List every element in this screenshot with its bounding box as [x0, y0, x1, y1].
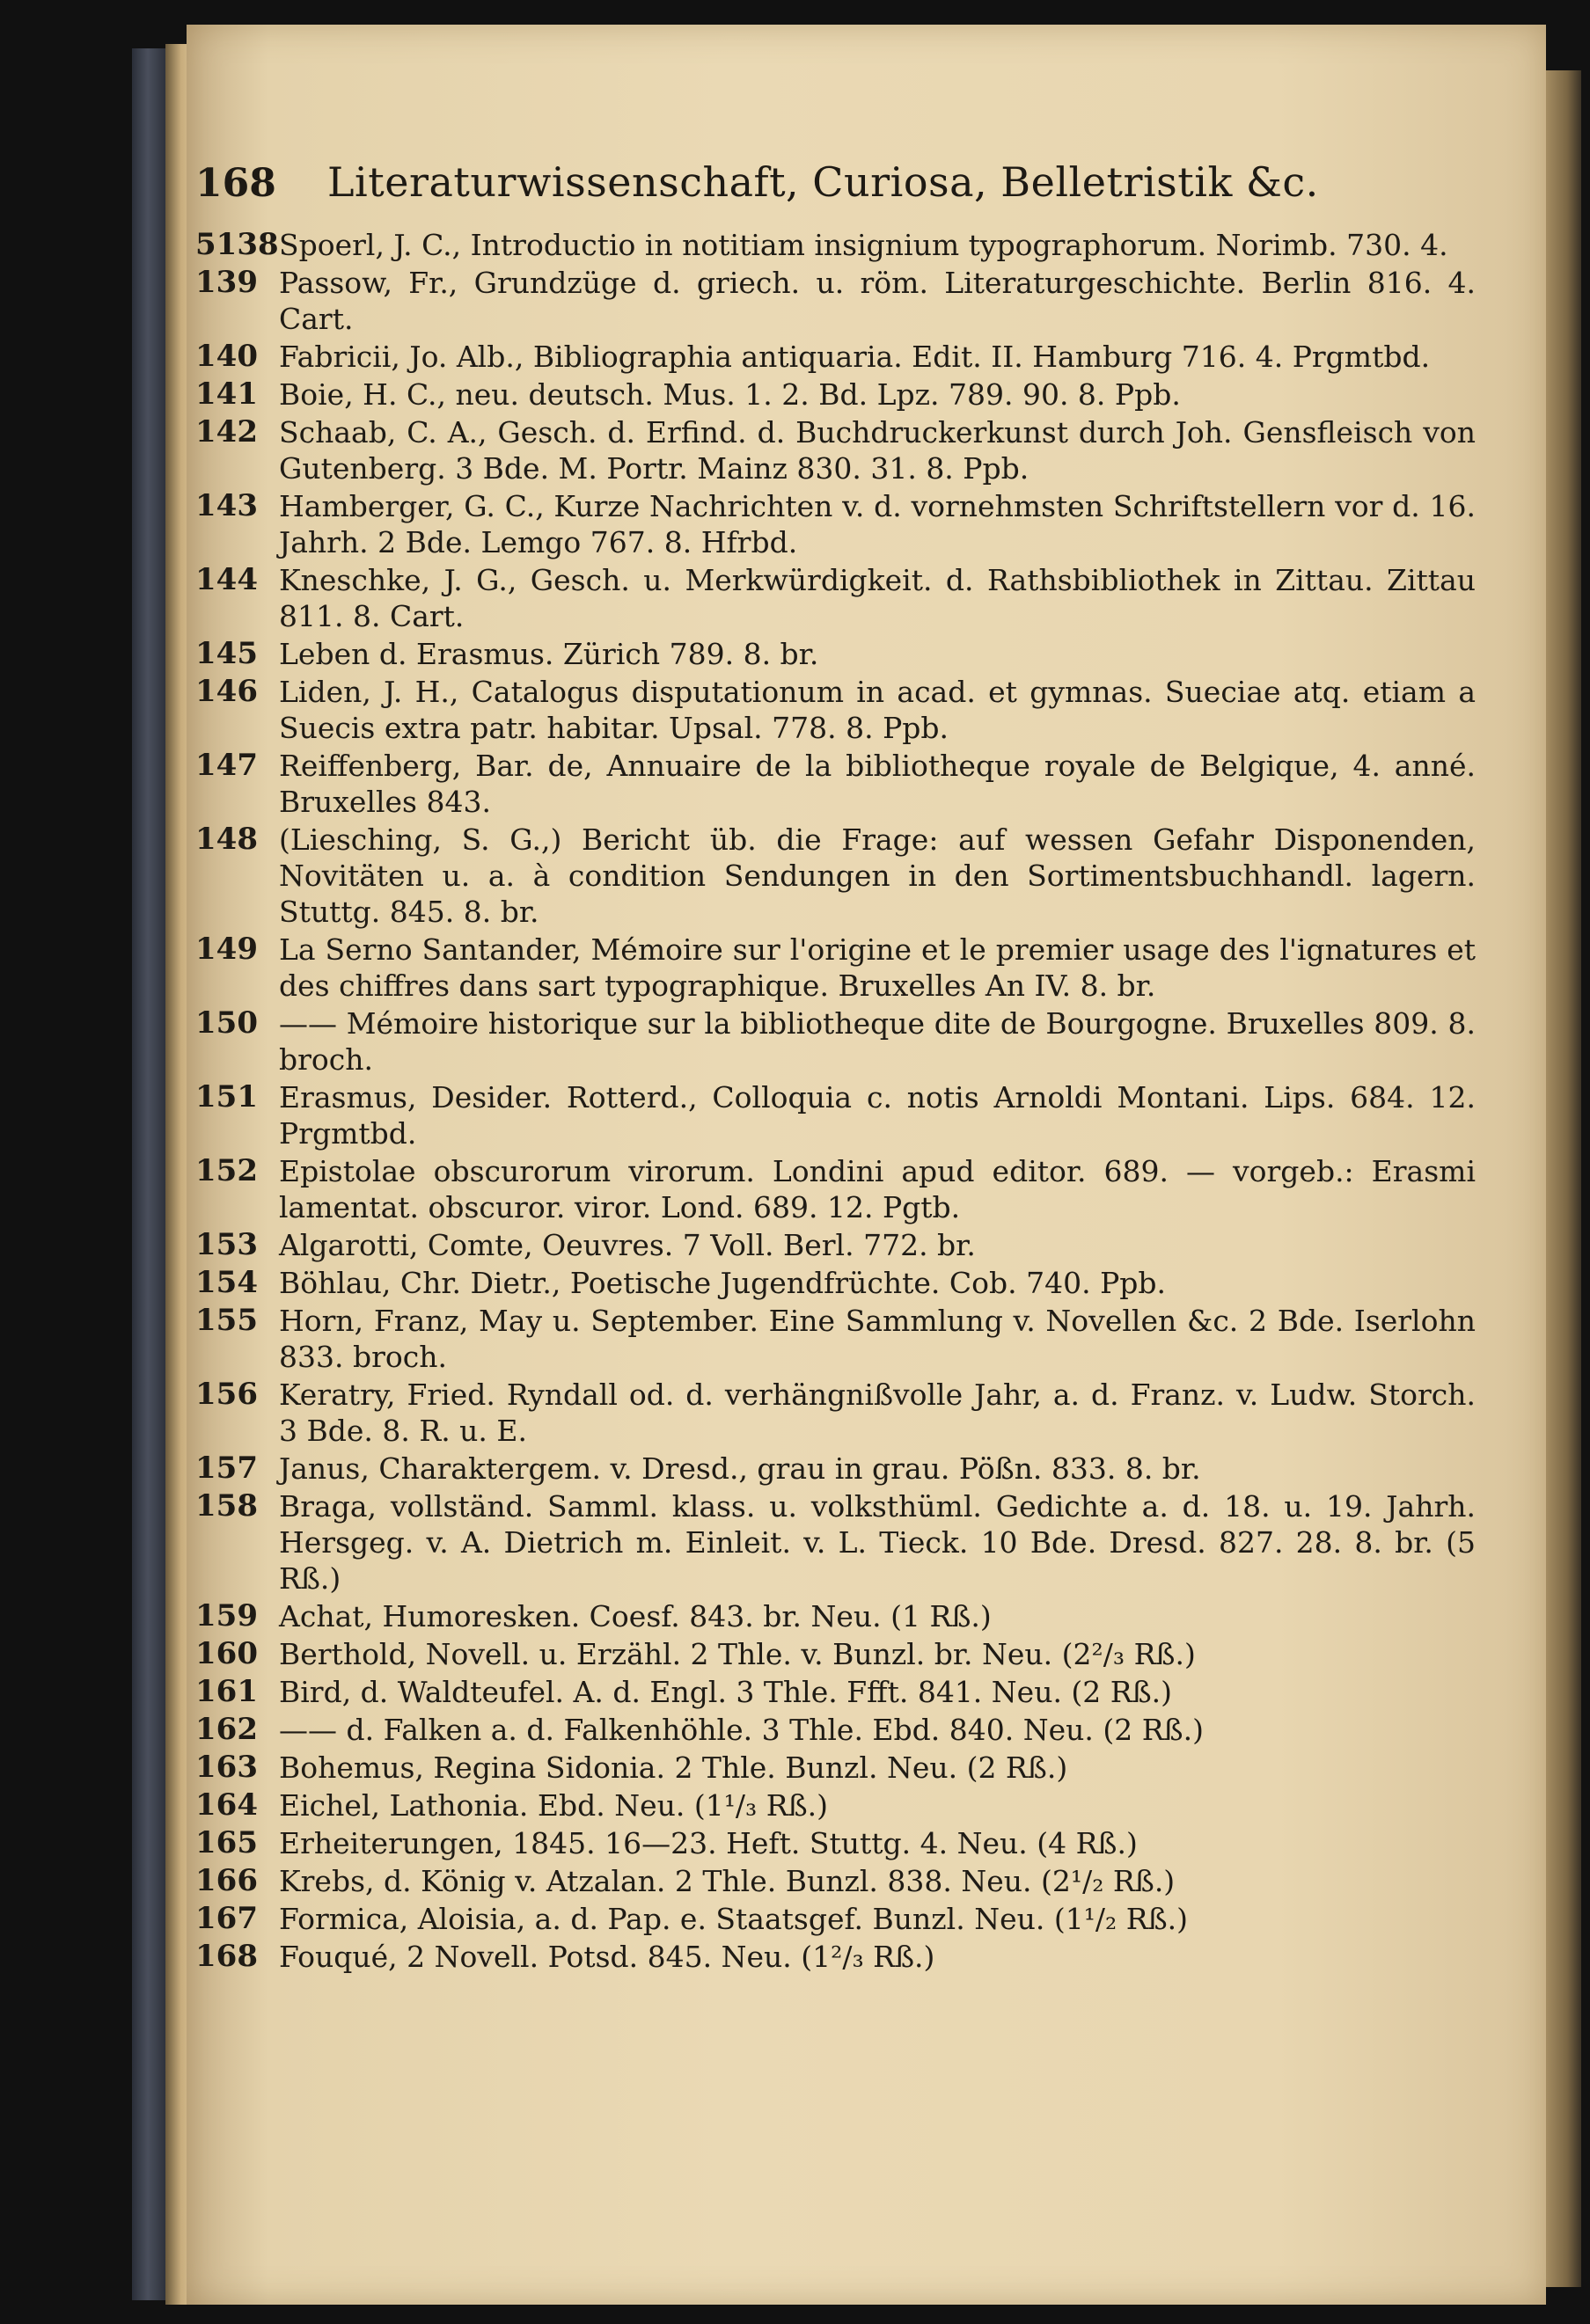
entry-text: Boie, H. C., neu. deutsch. Mus. 1. 2. Bd. Lpz. 789. 90. 8. Ppb. — [279, 377, 1181, 412]
catalogue-entry — [195, 1674, 1476, 1710]
catalogue-entry — [195, 748, 1476, 820]
entry-number: 142 — [195, 414, 258, 449]
catalogue-entry — [195, 822, 1476, 930]
entry-text: Keratry, Fried. Ryndall od. d. verhängnißvolle Jahr, a. d. Franz. v. Ludw. Storch. 3 Bde. 8. R. u. E. — [279, 1378, 1476, 1448]
catalogue-entry — [195, 1636, 1476, 1672]
entry-text: Algarotti, Comte, Oeuvres. 7 Voll. Berl. 772. br. — [279, 1228, 976, 1262]
entry-number: 161 — [195, 1674, 258, 1709]
catalogue-entry — [195, 1825, 1476, 1861]
entry-text: Fabricii, Jo. Alb., Bibliographia antiquaria. Edit. II. Hamburg 716. 4. Prgmtbd. — [279, 340, 1431, 374]
catalogue-entry — [195, 1377, 1476, 1449]
entry-number: 152 — [195, 1153, 258, 1188]
entry-text: Böhlau, Chr. Dietr., Poetische Jugendfrüchte. Cob. 740. Ppb. — [279, 1266, 1167, 1300]
catalogue-entry — [195, 265, 1476, 337]
entry-text: Spoerl, J. C., Introductio in notitiam insignium typographorum. Norimb. 730. 4. — [279, 228, 1448, 262]
entry-number: 154 — [195, 1265, 258, 1300]
entry-number: 157 — [195, 1451, 258, 1486]
catalogue-entry — [195, 1901, 1476, 1937]
entry-text: Erheiterungen, 1845. 16—23. Heft. Stuttg. 4. Neu. (4 Rß.) — [279, 1826, 1138, 1860]
entry-number: 162 — [195, 1712, 258, 1747]
entry-text: La Serno Santander, Mémoire sur l'origine et le premier usage des l'ignatures et des chiffres dans sart typographique. Bruxelles An IV. 8. br. — [279, 932, 1476, 1003]
page-header — [195, 158, 1330, 206]
entry-text: Erasmus, Desider. Rotterd., Colloquia c. notis Arnoldi Montani. Lips. 684. 12. Prgmtbd. — [279, 1080, 1476, 1151]
entry-text: Horn, Franz, May u. September. Eine Sammlung v. Novellen &c. 2 Bde. Iserlohn 833. broch. — [279, 1304, 1476, 1374]
entry-number: 140 — [195, 339, 258, 374]
entry-text: Achat, Humoresken. Coesf. 843. br. Neu. (1 Rß.) — [279, 1599, 992, 1633]
entry-number: 149 — [195, 932, 258, 967]
entry-text: —— Mémoire historique sur la bibliotheque dite de Bourgogne. Bruxelles 809. 8. broch. — [279, 1006, 1476, 1077]
entry-text: Schaab, C. A., Gesch. d. Erfind. d. Buchdruckerkunst durch Joh. Gensfleisch von Gutenberg. 3 Bde. M. Portr. Mainz 830. 31. 8. Ppb. — [279, 415, 1476, 486]
catalogue-entry — [195, 227, 1476, 263]
entry-number: 158 — [195, 1488, 258, 1524]
catalogue-entry — [195, 339, 1476, 375]
entry-number: 165 — [195, 1825, 258, 1860]
catalogue-entry — [195, 1079, 1476, 1151]
entry-number: 151 — [195, 1079, 258, 1114]
entry-number: 163 — [195, 1750, 258, 1785]
catalogue-entry — [195, 1939, 1476, 1975]
entry-text: Janus, Charaktergem. v. Dresd., grau in grau. Pößn. 833. 8. br. — [279, 1451, 1201, 1486]
catalogue-entry — [195, 562, 1476, 634]
entry-text: Eichel, Lathonia. Ebd. Neu. (1¹/₃ Rß.) — [279, 1788, 829, 1823]
entry-number: 146 — [195, 674, 258, 709]
entry-number: 145 — [195, 636, 258, 671]
entry-text: Passow, Fr., Grundzüge d. griech. u. röm. Literaturgeschichte. Berlin 816. 4. Cart. — [279, 266, 1476, 336]
catalogue-entry — [195, 414, 1476, 486]
entry-text: Braga, vollständ. Samml. klass. u. volksthüml. Gedichte a. d. 18. u. 19. Jahrh. Hersgeg. v. A. Dietrich m. Einleit. v. L. Tieck. 10 Bde. Dresd. 827. 28. 8. br. (5 Rß.) — [279, 1489, 1476, 1596]
catalogue-entry — [195, 1712, 1476, 1748]
entry-number: 164 — [195, 1787, 258, 1823]
catalogue-entry — [195, 1488, 1476, 1597]
book-spine — [132, 48, 167, 2300]
entry-text: Reiffenberg, Bar. de, Annuaire de la bibliotheque royale de Belgique, 4. anné. Bruxelles 843. — [279, 749, 1476, 819]
entry-text: Epistolae obscurorum virorum. Londini apud editor. 689. — vorgeb.: Erasmi lamentat. obscuror. viror. Lond. 689. 12. Pgtb. — [279, 1154, 1476, 1224]
running-head: Literaturwissenschaft, Curiosa, Belletristik &c. — [327, 158, 1319, 206]
page-fore-edge — [1546, 70, 1581, 2287]
catalogue-entry — [195, 1265, 1476, 1301]
catalogue-entry — [195, 1153, 1476, 1225]
entry-number: 167 — [195, 1901, 258, 1936]
catalogue-entry — [195, 1598, 1476, 1634]
entry-text: Krebs, d. König v. Atzalan. 2 Thle. Bunzl. 838. Neu. (2¹/₂ Rß.) — [279, 1864, 1176, 1898]
entry-number: 155 — [195, 1303, 258, 1338]
catalogue-entry — [195, 932, 1476, 1004]
entry-number: 153 — [195, 1227, 258, 1262]
entry-text: Bird, d. Waldteufel. A. d. Engl. 3 Thle. Ffft. 841. Neu. (2 Rß.) — [279, 1675, 1173, 1709]
entry-number: 156 — [195, 1377, 258, 1412]
catalogue-entry — [195, 488, 1476, 560]
entry-number: 150 — [195, 1005, 258, 1041]
catalogue-entry — [195, 674, 1476, 746]
catalogue-entry — [195, 376, 1476, 413]
catalogue-entries — [195, 227, 1476, 1977]
entry-text: Liden, J. H., Catalogus disputationum in acad. et gymnas. Sueciae atq. etiam a Suecis extra patr. habitar. Upsal. 778. 8. Ppb. — [279, 675, 1476, 745]
entry-text: Hamberger, G. C., Kurze Nachrichten v. d. vornehmsten Schriftstellern vor d. 16. Jahrh. 2 Bde. Lemgo 767. 8. Hfrbd. — [279, 489, 1476, 559]
page-number: 168 — [195, 161, 276, 206]
entry-number: 159 — [195, 1598, 258, 1633]
catalogue-entry — [195, 1787, 1476, 1823]
catalogue-entry — [195, 1451, 1476, 1487]
catalogue-entry — [195, 1227, 1476, 1263]
entry-text: (Liesching, S. G.,) Bericht üb. die Frage: auf wessen Gefahr Disponenden, Novitäten u. a. à condition Sendungen in den Sortimentsbuchhandl. lagern. Stuttg. 845. 8. br. — [279, 822, 1476, 929]
entry-text: Kneschke, J. G., Gesch. u. Merkwürdigkeit. d. Rathsbibliothek in Zittau. Zittau 811. 8. Cart. — [279, 563, 1476, 633]
entry-number: 147 — [195, 748, 258, 783]
entry-number: 141 — [195, 376, 258, 412]
entry-number: 168 — [195, 1939, 258, 1974]
entry-number: 144 — [195, 562, 258, 597]
catalogue-entry — [195, 1863, 1476, 1899]
catalogue-entry — [195, 636, 1476, 672]
entry-text: —— d. Falken a. d. Falkenhöhle. 3 Thle. Ebd. 840. Neu. (2 Rß.) — [279, 1713, 1204, 1747]
entry-number: 166 — [195, 1863, 258, 1898]
entry-text: Fouqué, 2 Novell. Potsd. 845. Neu. (1²/₃ Rß.) — [279, 1940, 935, 1974]
catalogue-entry — [195, 1750, 1476, 1786]
entry-text: Berthold, Novell. u. Erzähl. 2 Thle. v. Bunzl. br. Neu. (2²/₃ Rß.) — [279, 1637, 1196, 1671]
catalogue-entry — [195, 1005, 1476, 1078]
entry-number: 143 — [195, 488, 258, 523]
catalogue-entry — [195, 1303, 1476, 1375]
entry-number: 160 — [195, 1636, 258, 1671]
entry-number: 139 — [195, 265, 258, 300]
entry-number: 5138 — [195, 227, 279, 262]
entry-text: Formica, Aloisia, a. d. Pap. e. Staatsgef. Bunzl. Neu. (1¹/₂ Rß.) — [279, 1902, 1189, 1936]
entry-number: 148 — [195, 822, 258, 857]
entry-text: Leben d. Erasmus. Zürich 789. 8. br. — [279, 637, 819, 671]
entry-text: Bohemus, Regina Sidonia. 2 Thle. Bunzl. Neu. (2 Rß.) — [279, 1750, 1068, 1785]
